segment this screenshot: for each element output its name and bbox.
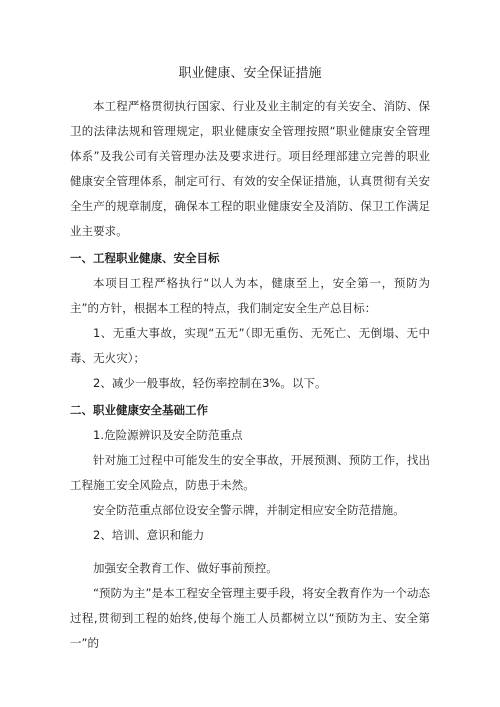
section-2-subheading-1: 1.危险源辨识及安全防范重点 [93, 428, 243, 442]
section-heading-1: 一、工程职业健康、安全目标 [70, 251, 220, 265]
section-heading-2: 二、职业健康安全基础工作 [70, 403, 208, 417]
section-2-paragraph-4: “预防为主”是本工程安全管理主要手段，将安全教育作为一个动态过程,贯彻到工程的始终,使每个施工人员都树立以“预防为主、安全第一”的 [70, 586, 430, 650]
section-1-paragraph: 本项目工程严格执行“以人为本，健康至上，安全第一，预防为主”的方针，根据本工程的特点，我们制定安全生产总目标： [70, 276, 430, 315]
section-2-paragraph-3: 加强安全教育工作、做好事前预控。 [93, 561, 278, 575]
spacer [70, 548, 430, 556]
section-1-item-2: 2、减少一般事故，轻伤率控制在3%。以下。 [93, 376, 327, 390]
section-2-subheading-2: 2、培训、意识和能力 [93, 528, 205, 542]
section-2-paragraph-1: 针对施工过程中可能发生的安全事故，开展预测、预防工作，找出工程施工安全风险点，防患于未然。 [70, 453, 430, 492]
document-title: 职业健康、安全保证措施 [178, 66, 322, 81]
section-2-paragraph-2: 安全防范重点部位设安全警示牌，并制定相应安全防范措施。 [93, 503, 405, 517]
section-1-item-1: 1、无重大事故，实现“五无”（即无重伤、无死亡、无倒塌、无中毒、无火灾）； [70, 326, 430, 365]
intro-paragraph: 本工程严格贯彻执行国家、行业及业主制定的有关安全、消防、保卫的法律法规和管理规定，职业健康安全管理按照“职业健康安全管理体系”及我公司有关管理办法及要求进行。项目经理部建立完善的职业健康安全管理体系，制定可行、有效的安全保证措施，认真贯彻有关安全生产的规章制度，确保本工程的职业健康安全及消防、保卫工作满足业主要求。 [70, 99, 430, 238]
